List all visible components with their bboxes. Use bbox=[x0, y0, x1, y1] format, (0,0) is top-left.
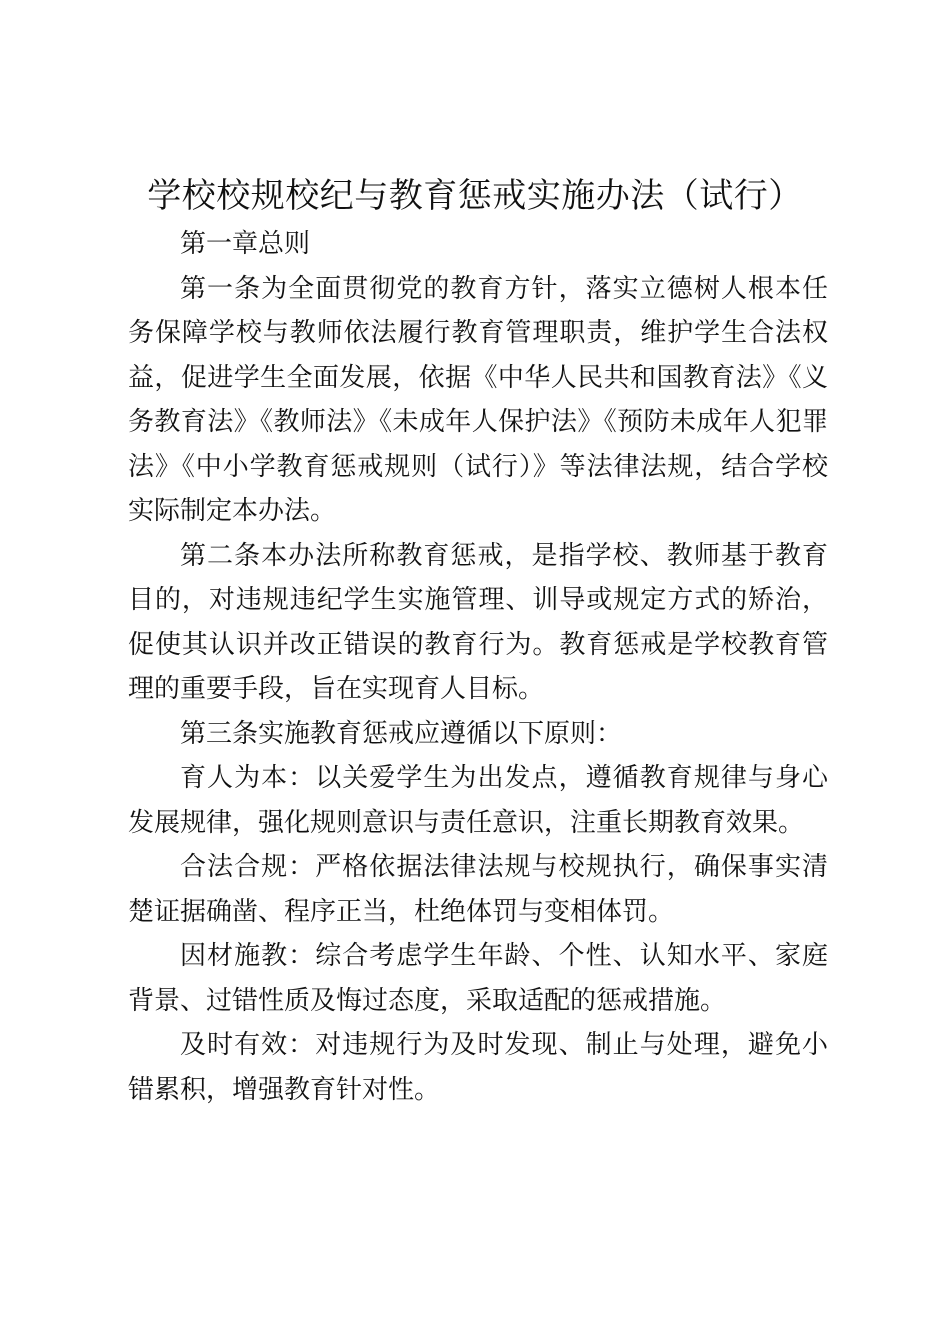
principle-paragraph: 因材施教：综合考虑学生年龄、个性、认知水平、家庭背景、过错性质及悔过态度，采取适配的惩戒措施。 bbox=[128, 941, 828, 1016]
article-1-paragraph: 第一条为全面贯彻党的教育方针，落实立德树人根本任务保障学校与教师依法履行教育管理职责，维护学生合法权益，促进学生全面发展，依据《中华人民共和国教育法》《义务教育法》《教师法》《未成年人保护法》《预防未成年人犯罪法》《中小学教育惩戒规则（试行）》等法律法规，结合学校实际制定本办法。 bbox=[128, 273, 828, 526]
principle-paragraph: 育人为本：以关爱学生为出发点，遵循教育规律与身心发展规律，强化规则意识与责任意识，注重长期教育效果。 bbox=[128, 763, 828, 838]
document-title: 学校校规校纪与教育惩戒实施办法（试行） bbox=[147, 176, 803, 216]
article-3-paragraph: 第三条实施教育惩戒应遵循以下原则： bbox=[180, 718, 623, 749]
document-body bbox=[128, 222, 828, 1112]
chapter-heading: 第一章总则 bbox=[180, 229, 311, 259]
principle-paragraph: 合法合规：严格依据法律法规与校规执行，确保事实清楚证据确凿、程序正当，杜绝体罚与变相体罚。 bbox=[128, 852, 828, 927]
article-2-paragraph: 第二条本办法所称教育惩戒，是指学校、教师基于教育目的，对违规违纪学生实施管理、训导或规定方式的矫治，促使其认识并改正错误的教育行为。教育惩戒是学校教育管理的重要手段，旨在实现育人目标。 bbox=[128, 540, 828, 704]
principle-paragraph: 及时有效：对违规行为及时发现、制止与处理，避免小错累积，增强教育针对性。 bbox=[128, 1030, 828, 1105]
